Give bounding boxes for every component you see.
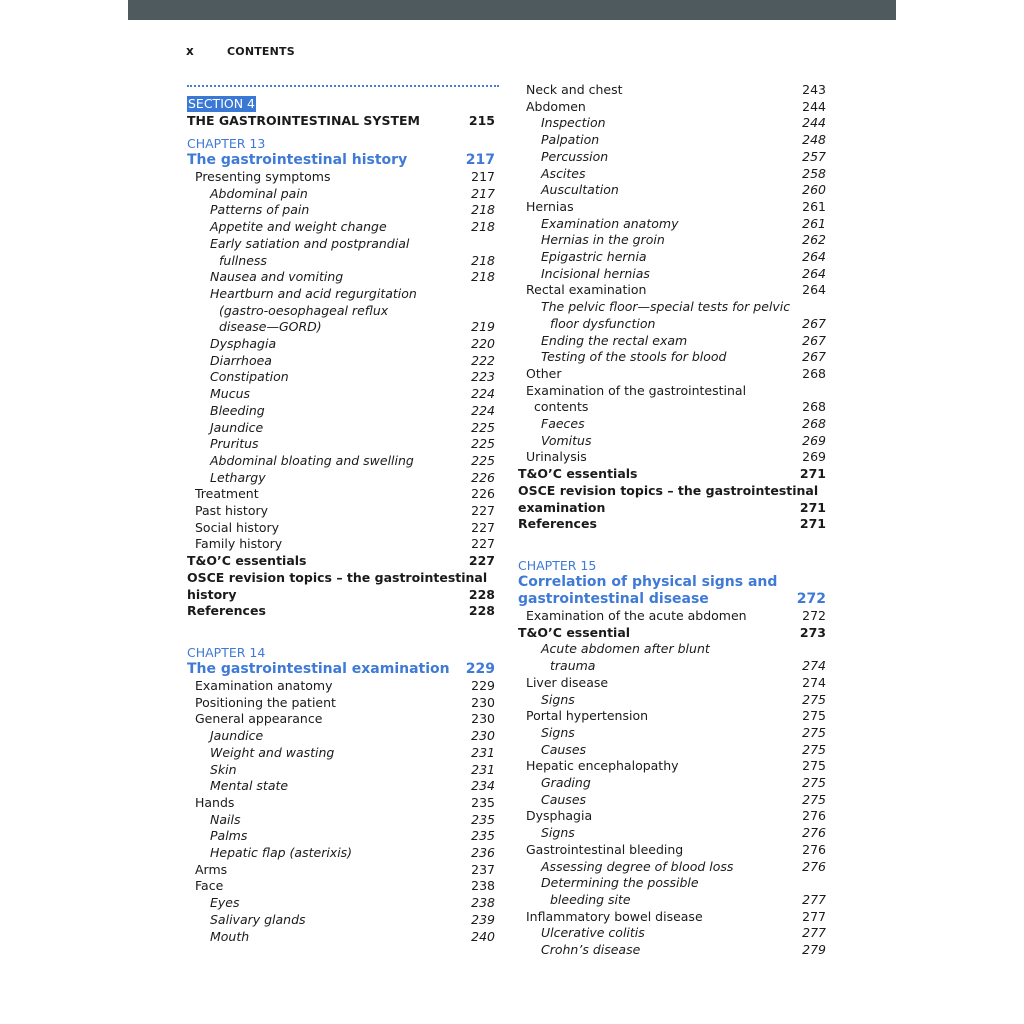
dotted-rule <box>187 85 499 87</box>
entry-page: 244 <box>802 98 826 114</box>
entry-page: 227 <box>471 536 495 552</box>
chapter-13-title-row[interactable] <box>187 152 495 169</box>
entry-title: T&O’C essential <box>518 624 631 640</box>
entry-title: References <box>518 516 597 532</box>
entry-title: Ulcerative colitis <box>541 925 645 941</box>
toc-entry[interactable] <box>518 842 826 859</box>
entry-page: 264 <box>802 249 826 265</box>
entry-page: 243 <box>802 82 826 97</box>
entry-page: 274 <box>802 658 826 674</box>
spacer <box>518 533 826 552</box>
toc-entry[interactable] <box>518 483 826 500</box>
entry-page: 275 <box>802 791 826 807</box>
toc-entry[interactable] <box>518 658 826 675</box>
toc-entry[interactable] <box>518 232 826 249</box>
toc-entry[interactable] <box>518 775 826 792</box>
entry-page: 273 <box>799 624 826 640</box>
entry-page: 275 <box>802 708 826 724</box>
entry-page: 226 <box>471 469 495 485</box>
toc-column-left <box>187 93 495 945</box>
toc-entry[interactable] <box>187 303 495 320</box>
toc-entry[interactable] <box>518 182 826 199</box>
entry-page: 225 <box>471 436 495 452</box>
entry-page: 235 <box>471 811 495 827</box>
toc-entry[interactable] <box>518 399 826 416</box>
entry-title: General appearance <box>195 711 323 727</box>
toc-entry[interactable] <box>518 742 826 759</box>
chapter-13-title: The gastrointestinal history <box>187 152 408 168</box>
entry-page: 227 <box>468 553 495 569</box>
entry-page: 228 <box>468 603 495 619</box>
entry-title: The pelvic floor—special tests for pelvic <box>541 299 791 315</box>
entry-title: Examination anatomy <box>195 677 333 693</box>
toc-entry[interactable] <box>518 808 826 825</box>
entry-title: Treatment <box>195 486 259 502</box>
toc-entry[interactable] <box>187 929 495 946</box>
entry-title: Past history <box>195 503 269 519</box>
toc-entry[interactable] <box>518 316 826 333</box>
entry-page: 258 <box>802 165 826 181</box>
entry-title: Dysphagia <box>526 808 593 824</box>
entry-page: 268 <box>802 416 826 432</box>
toc-entry[interactable] <box>518 692 826 709</box>
toc-entry[interactable] <box>518 449 826 466</box>
entry-title: Inflammatory bowel disease <box>526 908 703 924</box>
entry-page: 219 <box>471 319 495 335</box>
entry-page: 231 <box>471 744 495 760</box>
chapter-13-page: 217 <box>465 152 495 168</box>
chapter-14-title: The gastrointestinal examination <box>187 660 450 677</box>
toc-entry[interactable] <box>518 859 826 876</box>
entry-title: Palms <box>210 828 248 844</box>
entry-title: Heartburn and acid regurgitation <box>210 285 417 301</box>
chapter-15-title-row[interactable] <box>518 591 826 608</box>
toc-entry[interactable] <box>518 942 826 959</box>
toc-entry[interactable] <box>187 353 495 370</box>
entry-title: Examination of the gastrointestinal <box>526 382 747 398</box>
toc-entry[interactable] <box>187 403 495 420</box>
entry-title: history <box>187 586 237 602</box>
entry-title: Jaundice <box>210 728 264 744</box>
entry-page: 240 <box>471 928 495 944</box>
entry-title: Ascites <box>541 165 586 181</box>
entry-title: Diarrhoea <box>210 352 272 368</box>
entry-title: Abdominal bloating and swelling <box>210 452 414 468</box>
toc-entry[interactable] <box>187 795 495 812</box>
entry-title: Crohn’s disease <box>541 942 641 958</box>
entry-page: 275 <box>802 741 826 757</box>
entry-title: Hands <box>195 794 235 810</box>
toc-entry[interactable] <box>187 369 495 386</box>
entry-page: 276 <box>802 858 826 874</box>
entry-title: Weight and wasting <box>210 744 335 760</box>
entry-title: Causes <box>541 741 587 757</box>
toc-entry[interactable] <box>187 219 495 236</box>
entry-page: 230 <box>471 694 495 710</box>
section-title: THE GASTROINTESTINAL SYSTEM <box>187 113 420 128</box>
entry-page: 277 <box>802 925 826 941</box>
toc-entry[interactable] <box>187 186 495 203</box>
entry-title: Determining the possible <box>541 875 699 891</box>
chapter-15-number: CHAPTER 15 <box>518 557 597 573</box>
toc-entry[interactable] <box>187 845 495 862</box>
entry-title: Positioning the patient <box>195 694 336 710</box>
entry-title: Gastrointestinal bleeding <box>526 841 684 857</box>
toc-entry[interactable] <box>518 892 826 909</box>
entry-title: examination <box>518 499 606 515</box>
toc-entry[interactable] <box>518 299 826 316</box>
toc-entry[interactable] <box>187 286 495 303</box>
entry-page: 264 <box>802 282 826 298</box>
toc-entry[interactable] <box>187 728 495 745</box>
entry-title: Ending the rectal exam <box>541 332 688 348</box>
toc-entry[interactable] <box>187 812 495 829</box>
toc-entry[interactable] <box>518 282 826 299</box>
entry-page: 239 <box>471 911 495 927</box>
entry-title: Mouth <box>210 928 250 944</box>
toc-entry[interactable] <box>187 711 495 728</box>
chapter-15-title-line1[interactable]: Correlation of physical signs and <box>518 573 778 590</box>
toc-entry[interactable] <box>187 536 495 553</box>
entry-page: 276 <box>802 825 826 841</box>
entry-title: Vomitus <box>541 432 592 448</box>
entry-title: Face <box>195 878 224 894</box>
toc-entry[interactable] <box>518 925 826 942</box>
entry-page: 224 <box>471 386 495 402</box>
spacer <box>187 620 495 639</box>
toc-entry[interactable] <box>187 570 495 587</box>
entry-page: 217 <box>471 169 495 184</box>
toc-entry[interactable] <box>187 486 495 503</box>
entry-page: 228 <box>468 586 495 602</box>
toc-entry[interactable] <box>187 470 495 487</box>
entry-page: 218 <box>471 202 495 218</box>
toc-entry[interactable] <box>187 587 495 604</box>
entry-page: 275 <box>802 758 826 774</box>
toc-entry[interactable] <box>187 169 495 186</box>
toc-entry[interactable] <box>518 875 826 892</box>
entry-page: 217 <box>471 185 495 201</box>
entry-title: OSCE revision topics – the gastrointestinal <box>187 569 488 585</box>
toc-entry[interactable] <box>518 166 826 183</box>
entry-title: Early satiation and postprandial <box>210 235 410 251</box>
chapter-15-title-line2: gastrointestinal disease <box>518 590 709 607</box>
entry-title: Incisional hernias <box>541 265 650 281</box>
entry-page: 235 <box>471 828 495 844</box>
toc-entry[interactable] <box>187 862 495 879</box>
entry-page: 235 <box>471 794 495 810</box>
toc-entry[interactable] <box>518 825 826 842</box>
toc-entry[interactable] <box>187 678 495 695</box>
toc-column-right <box>518 82 826 959</box>
toc-entry[interactable] <box>187 603 495 620</box>
entry-title: Jaundice <box>210 419 264 435</box>
entry-page: 218 <box>471 252 495 268</box>
entry-page: 275 <box>802 691 826 707</box>
entry-title: Mucus <box>210 386 251 402</box>
entry-page: 267 <box>802 349 826 365</box>
entry-title: Epigastric hernia <box>541 249 647 265</box>
entry-title: Palpation <box>541 132 600 148</box>
page-number: x <box>186 44 194 58</box>
entry-page: 268 <box>802 365 826 381</box>
toc-entry[interactable] <box>187 553 495 570</box>
toc-entry[interactable] <box>518 625 826 642</box>
toc-entry[interactable] <box>518 416 826 433</box>
entry-page: 276 <box>802 841 826 857</box>
entry-page: 244 <box>802 115 826 131</box>
entry-title: Bleeding <box>210 402 265 418</box>
entry-page: 269 <box>802 432 826 448</box>
entry-page: 231 <box>471 761 495 777</box>
entry-title: OSCE revision topics – the gastrointestinal <box>518 482 819 498</box>
entry-page: 236 <box>471 845 495 861</box>
toc-entry[interactable] <box>187 828 495 845</box>
entry-title: Arms <box>195 861 228 877</box>
toc-entry[interactable] <box>187 236 495 253</box>
entry-title: Hernias <box>526 198 574 214</box>
entry-title: Percussion <box>541 148 609 164</box>
entry-title: Mental state <box>210 778 289 794</box>
toc-entry[interactable] <box>518 675 826 692</box>
entry-page: 268 <box>802 399 826 415</box>
entry-page: 237 <box>471 861 495 877</box>
entry-title: (gastro-oesophageal reflux <box>219 302 389 318</box>
entry-page: 230 <box>471 711 495 727</box>
entry-title: T&O’C essentials <box>518 466 638 482</box>
entry-page: 274 <box>802 674 826 690</box>
toc-entry[interactable] <box>518 115 826 132</box>
toc-entry[interactable] <box>187 319 495 336</box>
entry-title: Patterns of pain <box>210 202 310 218</box>
chapter-15-page: 272 <box>796 590 826 607</box>
entry-title: floor dysfunction <box>550 315 656 331</box>
entry-title: Neck and chest <box>526 82 623 97</box>
entry-title: Dysphagia <box>210 336 277 352</box>
entry-page: 257 <box>802 148 826 164</box>
chapter-14-title-row[interactable] <box>187 661 495 678</box>
entry-title: Salivary glands <box>210 911 306 927</box>
toc-entry[interactable] <box>518 383 826 400</box>
entry-title: Appetite and weight change <box>210 219 387 235</box>
entry-page: 271 <box>799 499 826 515</box>
entry-page: 238 <box>471 895 495 911</box>
entry-title: Examination of the acute abdomen <box>526 607 747 623</box>
toc-entry[interactable] <box>187 386 495 403</box>
toc-entry[interactable] <box>187 520 495 537</box>
entry-title: disease—GORD) <box>219 319 322 335</box>
entry-page: 225 <box>471 419 495 435</box>
entry-title: Urinalysis <box>526 449 587 465</box>
entry-title: contents <box>534 399 589 415</box>
toc-entry[interactable] <box>518 466 826 483</box>
toc-entry[interactable] <box>518 433 826 450</box>
toc-entry[interactable] <box>518 333 826 350</box>
entry-title: Nausea and vomiting <box>210 269 344 285</box>
toc-entry[interactable] <box>187 503 495 520</box>
entry-page: 262 <box>802 232 826 248</box>
entry-page: 279 <box>802 942 826 958</box>
toc-entry[interactable] <box>518 758 826 775</box>
toc-entry[interactable] <box>518 349 826 366</box>
entry-page: 261 <box>802 215 826 231</box>
entry-page: 224 <box>471 402 495 418</box>
running-header: CONTENTS <box>227 45 295 58</box>
toc-entry[interactable] <box>187 762 495 779</box>
toc-entry[interactable] <box>187 202 495 219</box>
entry-page: 275 <box>802 775 826 791</box>
entry-page: 277 <box>802 891 826 907</box>
entry-page: 223 <box>471 369 495 385</box>
toc-entry[interactable] <box>518 132 826 149</box>
toc-entry[interactable] <box>187 895 495 912</box>
entry-title: Eyes <box>210 895 240 911</box>
section-title-row <box>187 112 495 130</box>
entry-page: 227 <box>471 519 495 535</box>
toc-entry[interactable] <box>518 641 826 658</box>
entry-page: 238 <box>471 878 495 894</box>
entry-page: 269 <box>802 449 826 465</box>
entry-title: Auscultation <box>541 182 619 198</box>
entry-title: Assessing degree of blood loss <box>541 858 734 874</box>
entry-page: 220 <box>471 336 495 352</box>
toc-entry[interactable] <box>518 516 826 533</box>
entry-title: Other <box>526 365 562 381</box>
entry-page: 275 <box>802 724 826 740</box>
entry-title: Lethargy <box>210 469 266 485</box>
entry-title: References <box>187 603 266 619</box>
entry-title: Examination anatomy <box>541 215 679 231</box>
toc-entry[interactable] <box>187 253 495 270</box>
entry-title: Abdominal pain <box>210 185 308 201</box>
entry-title: Pruritus <box>210 436 259 452</box>
toc-entry[interactable] <box>187 420 495 437</box>
toc-entry[interactable] <box>518 792 826 809</box>
toc-entry[interactable] <box>187 878 495 895</box>
entry-page: 277 <box>802 908 826 924</box>
toc-entry[interactable] <box>518 82 826 99</box>
entry-title: trauma <box>550 658 596 674</box>
toc-entry[interactable] <box>187 912 495 929</box>
entry-title: Presenting symptoms <box>195 169 331 184</box>
entry-page: 226 <box>471 486 495 502</box>
toc-entry[interactable] <box>187 269 495 286</box>
entry-page: 276 <box>802 808 826 824</box>
entry-title: Inspection <box>541 115 606 131</box>
entry-page: 230 <box>471 728 495 744</box>
entry-page: 271 <box>799 516 826 532</box>
toc-entry[interactable] <box>187 453 495 470</box>
entry-page: 218 <box>471 219 495 235</box>
toc-entry[interactable] <box>518 199 826 216</box>
entry-page: 234 <box>471 778 495 794</box>
section-label-row <box>187 93 495 112</box>
section-page: 215 <box>468 113 495 128</box>
entry-title: Causes <box>541 791 587 807</box>
entry-title: Signs <box>541 691 575 707</box>
entry-title: Signs <box>541 825 575 841</box>
entry-title: T&O’C essentials <box>187 553 307 569</box>
entry-page: 271 <box>799 466 826 482</box>
entry-page: 264 <box>802 265 826 281</box>
entry-title: bleeding site <box>550 891 631 907</box>
entry-page: 227 <box>471 503 495 519</box>
toc-entry[interactable] <box>518 500 826 517</box>
entry-page: 272 <box>802 607 826 623</box>
toc-entry[interactable] <box>518 99 826 116</box>
chapter-14-page: 229 <box>465 660 495 677</box>
entry-page: 248 <box>802 132 826 148</box>
toc-entry[interactable] <box>187 695 495 712</box>
entry-page: 267 <box>802 315 826 331</box>
chapter-13-number: CHAPTER 13 <box>187 136 266 151</box>
entry-title: Acute abdomen after blunt <box>541 641 710 657</box>
entry-title: Signs <box>541 724 575 740</box>
entry-page: 218 <box>471 269 495 285</box>
entry-title: Skin <box>210 761 237 777</box>
entry-title: Liver disease <box>526 674 609 690</box>
entry-title: Grading <box>541 775 591 791</box>
entry-title: Abdomen <box>526 98 586 114</box>
entry-page: 261 <box>802 198 826 214</box>
toc-entry[interactable] <box>518 149 826 166</box>
toc-entry[interactable] <box>518 608 826 625</box>
toc-entry[interactable] <box>187 745 495 762</box>
section-label[interactable]: SECTION 4 <box>188 96 255 111</box>
entry-title: Hernias in the groin <box>541 232 665 248</box>
entry-title: fullness <box>219 252 267 268</box>
entry-title: Faeces <box>541 416 585 432</box>
entry-page: 229 <box>471 677 495 693</box>
toc-entry[interactable] <box>518 249 826 266</box>
entry-title: Constipation <box>210 369 289 385</box>
entry-title: Hepatic flap (asterixis) <box>210 845 353 861</box>
entry-title: Testing of the stools for blood <box>541 349 727 365</box>
toc-entry[interactable] <box>518 366 826 383</box>
toc-entry[interactable] <box>187 436 495 453</box>
top-color-bar <box>128 0 896 20</box>
toc-entry[interactable] <box>518 266 826 283</box>
toc-entry[interactable] <box>518 909 826 926</box>
entry-page: 222 <box>471 352 495 368</box>
toc-entry[interactable] <box>518 708 826 725</box>
chapter-14-number: CHAPTER 14 <box>187 644 266 660</box>
entry-page: 260 <box>802 182 826 198</box>
toc-entry[interactable] <box>518 725 826 742</box>
entry-page: 267 <box>802 332 826 348</box>
toc-entry[interactable] <box>187 336 495 353</box>
entry-title: Nails <box>210 811 241 827</box>
entry-title: Rectal examination <box>526 282 647 298</box>
entry-title: Hepatic encephalopathy <box>526 758 679 774</box>
toc-entry[interactable] <box>187 778 495 795</box>
entry-title: Social history <box>195 519 280 535</box>
entry-page: 225 <box>471 452 495 468</box>
toc-entry[interactable] <box>518 216 826 233</box>
entry-title: Portal hypertension <box>526 708 649 724</box>
entry-title: Family history <box>195 536 283 552</box>
